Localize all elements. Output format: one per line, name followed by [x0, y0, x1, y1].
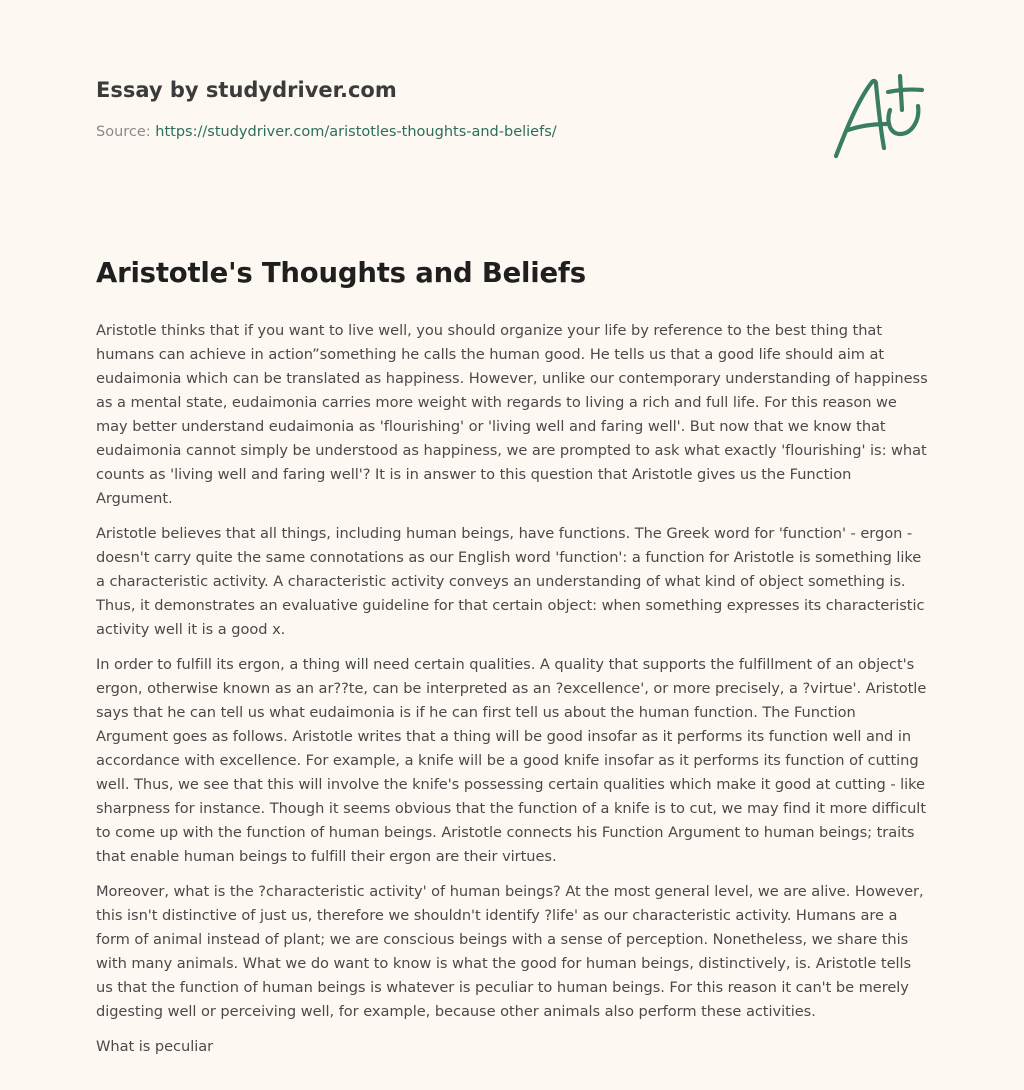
- source-line: [96, 122, 928, 142]
- essay-title: Aristotle's Thoughts and Beliefs: [96, 257, 586, 289]
- essay-paragraph: Aristotle thinks that if you want to live well, you should organize your life by reference to the best thing that humans can achieve in action”something he calls the human good. He tells us that a good life should aim at eudaimonia which can be translated as happiness. However, unlike our contemporary understanding of happiness as a mental state, eudaimonia carries more weight with regards to living a rich and full life. For this reason we may better understand eudaimonia as 'flourishing' or 'living well and faring well'. But now that we know that eudaimonia cannot simply be understood as happiness, we are prompted to ask what exactly 'flourishing' is: what counts as 'living well and faring well'? It is in answer to this question that Aristotle gives us the Function Argument.: [96, 322, 928, 507]
- essay-paragraph: Moreover, what is the ?characteristic activity' of human beings? At the most general level, we are alive. However, this isn't distinctive of just us, therefore we shouldn't identify ?life' as our characteristic activity. Humans are a form of animal instead of plant; we are conscious beings with a sense of perception. Nonetheless, we share this with many animals. What we do want to know is what the good for human beings, distinctively, is. Aristotle tells us that the function of human beings is whatever is peculiar to human beings. For this reason it can't be merely digesting well or perceiving well, for example, because other animals also perform these activities.: [96, 883, 924, 1020]
- essay-paragraph: In order to fulfill its ergon, a thing will need certain qualities. A quality that supports the fulfillment of an object's ergon, otherwise known as an ar??te, can be interpreted as an ?excellence', or more precisely, a ?virtue'. Aristotle says that he can tell us what eudaimonia is if he can first tell us about the human function. The Function Argument goes as follows. Aristotle writes that a thing will be good insofar as it performs its function well and in accordance with excellence. For example, a knife will be a good knife insofar as it performs its function of cutting well. Thus, we see that this will involve the knife's possessing certain qualities which make it good at cutting - like sharpness for instance. Though it seems obvious that the function of a knife is to cut, we may find it more difficult to come up with the function of human beings. Aristotle connects his Function Argument to human beings; traits that enable human beings to fulfill their ergon are their virtues.: [96, 656, 927, 865]
- source-link[interactable]: https://studydriver.com/aristotles-thoughts-and-beliefs/: [155, 124, 557, 140]
- essay-paragraph: Aristotle believes that all things, including human beings, have functions. The Greek word for 'function' - ergon - doesn't carry quite the same connotations as our English word 'function': a function for Aristotle is something like a characteristic activity. A characteristic activity conveys an understanding of what kind of object something is. Thus, it demonstrates an evaluative guideline for that certain object: when something expresses its characteristic activity well it is a good x.: [96, 525, 925, 638]
- site-title: Essay by studydriver.com: [96, 78, 397, 102]
- essay-body: [96, 253, 928, 1070]
- page-header: [96, 76, 928, 196]
- source-label: Source:: [96, 124, 151, 140]
- a-plus-logo-icon: [828, 68, 928, 163]
- essay-paragraph: What is peculiar: [96, 1038, 214, 1055]
